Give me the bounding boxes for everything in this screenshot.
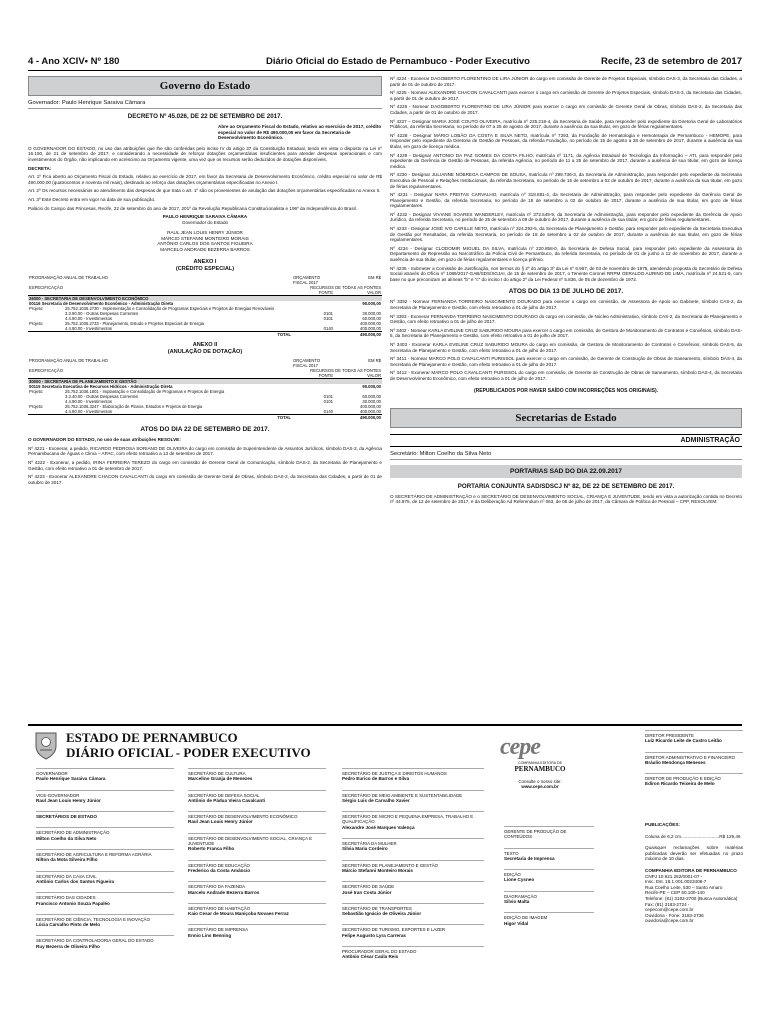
footer-entry: EDIÇÃO DE IMAGEM Higor Vidal	[504, 912, 594, 926]
footer-entry: SECRETÁRIO DE MICRO E PEQUENA EMPRESA, TRABALHO E QUALIFICAÇÃO Alexandre José Marques Valença	[342, 811, 484, 830]
anexo-2-subtitle: (ANULAÇÃO DE DOTAÇÃO)	[167, 348, 243, 355]
footer-entry: EDIÇÃO Lione Cysneo	[504, 869, 594, 883]
company-line: Telefone: (81) 3183-2700 (Busca Automática)	[645, 895, 738, 901]
table-total-label: TOTAL	[64, 415, 292, 421]
table-unit: 00115 Secretaria Executiva de Recursos Hídricos - Administração Direta	[29, 384, 173, 390]
footer-col-5	[504, 826, 594, 934]
col-header: VALOR	[334, 290, 382, 296]
footer-entry: SECRETÁRIO DE CULTURA Marcelino Granja de Menezes	[188, 768, 326, 782]
anexo-1-label: ANEXO I	[193, 258, 217, 265]
left-column	[28, 76, 382, 716]
footer-entry: DIRETOR DE PRODUÇÃO E EDIÇÃO Ediron Ricardo Teixeira de Melo	[645, 773, 743, 787]
col-header: EM R$	[368, 275, 381, 281]
table-row: 3.3.90.00 - Outras Despesas Correntes 0101 30.000,00	[65, 311, 381, 317]
republished-note: (REPUBLICADOS POR HAVER SAÍDO COM INCORREÇÕES NOS ORIGINAIS).	[473, 387, 659, 394]
col-header: PROGRAMAÇÃO ANUAL DE TRABALHO	[29, 275, 108, 281]
decree-palace: Palácio do Campo das Princesas, Recife, 22 de setembro do ano de 2017, 201º da Revolução Republicana Constitucionalista e 196º da Independência do Brasil.	[28, 205, 357, 211]
footer-entry: SECRETÁRIO DE EDUCAÇÃO Frederico da Costa Amâncio	[188, 860, 326, 874]
table-row: Projeto: 25.752.1036.3247 - Elaboração de Planos, Estudos e Projetos de Energia 400.000,00	[29, 404, 381, 410]
cepe-site-link[interactable]: www.cepe.com.br	[521, 784, 559, 790]
col-header: FONTE	[292, 290, 334, 296]
anexo-1-table	[28, 275, 382, 337]
table-total: 490.000,00	[334, 332, 382, 338]
table-unit: 00116 Secretaria de Desenvolvimento Econômico - Administração Direta	[29, 301, 174, 307]
portarias-header: PORTARIAS SAD DO DIA 22.09.2017	[390, 465, 742, 478]
footer-entry: GERENTE DE PRODUÇÃO DE CONTEÚDOS	[504, 826, 594, 840]
ato-item: Nº 4222 - Exonerar, a pedido, IRINA FERREIRA TEREZO do cargo em comissão de Gerente Geral de Comunicação, símbolo DAS-2, da Secretaria de Planejamento e Gestão, com efeito retroativo a 01 de setembro de 2017.	[28, 460, 382, 471]
footer-entry: TEXTO Secretaria de Imprensa	[504, 848, 594, 862]
anexo-2-table	[28, 358, 382, 420]
page-header	[28, 56, 742, 71]
ato-item: Nº 4224 - Exonerar DAGOBERTO FLORENTINO DE LIRA JÚNIOR do cargo em comissão de Gerente de Projetos Especiais, símbolo DAS-3, da Secretaria das Cidades, a partir de 01 de outubro de 2017.	[390, 76, 742, 87]
anexo-2-label: ANEXO II	[192, 342, 218, 349]
table-row: 4.4.90.00 - Investimentos 0101 30.000,00	[65, 399, 381, 405]
footer-entry: SECRETÁRIO DE HABITAÇÃO Kaio Cesar de Moura Maniçoba Novaes Ferraz	[188, 903, 326, 917]
ato-item: Nº 4235 - Submeter a Comissão de Justificação, nos termos do § 2º do artigo 3º da Lei nº 6.957, de 03 de novembro de 1975, atendendo proposta do Secretário de Defesa Social através do Ofício nº 1089/2017-GAB/SDS/SGJAI, de 15 de setembro de 2017, o Tenente Coronel RRPM GERALDO AURINO DE LIMA, matrícula nº 24.521-5, com base no que preconizam as alíneas "b" e "c" do inciso I do artigo 2º da Lei Federal nº 5.836, de 05 de dezembro de 1972.	[390, 265, 742, 282]
decree-preamble: O GOVERNADOR DO ESTADO, no uso das atribuições que lhe são conferidas pelo inciso IV do artigo 37 da Constituição Estadual, tendo em vista o disposto na Lei nº 16.150, de 21 de setembro de 2017, e considerando a necessidade de reforçar dotações orçamentárias insuficientes para atender despesas operacionais e com investimentos do Órgão, não implicando em acréscimo ao Orçamento vigente, uma vez que os recursos serão deduzidos de dotações disponíveis,	[28, 145, 382, 162]
cosigner: MÁRCIO STEFANNI MONTEIRO MORAIS	[161, 235, 249, 241]
footer-entry: SECRETÁRIO DE TURISMO, ESPORTES E LAZER Felipe Augusto Lyra Carreras	[342, 924, 484, 938]
footer-entry: GOVERNADOR Paulo Henrique Saraiva Câmara	[36, 768, 174, 782]
col-header: EM R$	[368, 358, 381, 364]
table-row: 4.4.90.00 - Investimentos 0140 400.000,00	[65, 326, 381, 332]
footer-entry: SECRETÁRIO DAS CIDADES Francisco Antonio Souza Papaléo	[36, 892, 174, 906]
ouvidoria-email[interactable]: ouvidoria@cepe.com.br	[645, 918, 694, 924]
footer-col-2	[188, 768, 326, 946]
col-header: ESPECIFICAÇÃO	[29, 285, 63, 291]
col-header: ORÇAMENTO FISCAL 2017	[293, 358, 321, 369]
col-header: RECURSOS DE TODAS AS FONTES	[310, 285, 381, 291]
cosigner: MARCELO ANDRADE BEZERRA BARROS	[160, 247, 250, 253]
footer-entry: SECRETÁRIO DE AGRICULTURA E REFORMA AGRÁRIA Nilton da Mota Silveira Filho	[36, 849, 174, 863]
signature-name: PAULO HENRIQUE SARAIVA CÂMARA	[162, 214, 248, 220]
table-row: Projeto: 25.752.1036.2733 - Planejamento, Estudo e Projetos Especiais de Energia 400.000,00	[29, 321, 381, 327]
ato-item: Nº 4230 - Designar JULIANNE NÓBREGA CAMPOS DE SOUSA, matrícula nº 299.736-3, da Secretaria de Administração, para responder pelo expediente da Secretaria Executiva de Pessoal e Relações Institucionais, da referida Secretaria, no período de 15 de setembro a 02 de outubro de 2017, durante a ausência da sua titular, em gozo de férias regulamentares.	[390, 172, 742, 189]
ato-item: Nº 4233 - Designar JOSÉ IVO CARILLE NETO, matrícula nº 324.293-5, da Secretaria de Planejamento e Gestão, para responder pelo expediente da Secretaria Executiva de Gestão por Resultados, da referida Secretaria, no período de 18 de setembro a 02 de outubro de 2017, durante a ausência de sua titular, em gozo de férias regulamentares.	[390, 226, 742, 243]
footer-entry: DIRETOR PRESIDENTE Luiz Ricardo Leite de Castro Leitão	[645, 730, 743, 744]
publications-price: Coluna de 6,2 cm..............................R$ 129,46	[645, 833, 741, 839]
col-header: PROGRAMAÇÃO ANUAL DE TRABALHO	[29, 358, 108, 364]
footer-entry: SECRETÁRIO DE JUSTIÇA E DIREITOS HUMANOS Pedro Eurico de Barros e Silva	[342, 768, 484, 782]
masthead-title: ESTADO DE PERNAMBUCO	[66, 730, 238, 745]
table-org: 26000 - SECRETARIA DE DESENVOLVIMENTO ECONÔMICO	[28, 296, 382, 302]
footer-col-6	[645, 730, 743, 795]
decree-art1: Art. 1º Fica aberto ao Orçamento Fiscal do Estado, relativo ao exercício de 2017, em favor da Secretaria de Desenvolvimento Econômico, crédito especial no valor de R$ 490.000,00 (quatrocentos e noventa mil reais), destinado ao reforço das dotações orçamentárias especificadas no Anexo I.	[28, 174, 382, 185]
atos-13-title: ATOS DO DIA 13 DE JULHO DE 2017.	[508, 288, 624, 296]
company-line: CNPJ 10.921.252/0001-07 -	[645, 873, 703, 879]
masthead	[28, 724, 742, 1012]
footer-entry: SECRETÁRIO DA FAZENDA Marcelo Andrade Bezerra Barros	[188, 881, 326, 895]
decree-decreta: DECRETA:	[28, 165, 52, 171]
cepe-logo	[500, 734, 580, 789]
ato-item: Nº 4225 - Nomear ALEXANDRE CHACON CAVALCANTI para exercer o cargo em comissão de Gerente de Projetos Especiais, símbolo DAS-3, da Secretaria das Cidades, a partir de 01 de outubro de 2017.	[390, 90, 742, 101]
table-unit-value: 90.000,00	[362, 384, 381, 390]
ato-item: Nº 4229 - Designar ANTONIO DA PAZ GOMES DA COSTA FILHO, matrícula nº 1171, da Agência Estadual de Tecnologia da Informação – ATI, para responder pelo expediente da Gerência de Gestão de Pessoas, da referida Agência, no período de 11 a 25 de setembro de 2017, durante a ausência de sua titular, em gozo de licença médica.	[390, 152, 742, 169]
section-subband-administracao: ADMINISTRAÇÃO	[390, 434, 742, 447]
col-header: FONTE	[292, 373, 334, 379]
col-header: ORÇAMENTO FISCAL 2017	[293, 275, 321, 286]
publications-note: Quaisquer reclamações sobre matérias publicadas deverão ser efetuadas no prazo máximo de 10 dias.	[645, 845, 743, 862]
governor-line: Governador: Paulo Henrique Saraiva Câmara	[28, 100, 382, 109]
ato-item: Nº 4226 - Nomear DAGOBERTO FLORENTINO DE LIRA JÚNIOR para exercer o cargo em comissão de Gerente Geral de Obras, símbolo DAS-2, da Secretaria das Cidades, a partir de 01 de outubro de 2017.	[390, 104, 742, 115]
cepe-logo-sub: COMPANHIA EDITORA DE	[518, 761, 562, 765]
table-unit-value: 90.000,00	[362, 301, 381, 307]
footer-entry: SECRETÁRIO DE DEFESA SOCIAL Antônio de Pádua Vieira Cavalcanti	[188, 790, 326, 804]
table-row: 4.4.90.00 - Investimentos 0101 60.000,00	[65, 316, 381, 322]
ato-item: Nº 4223 - Exonerar ALEXANDRE CHACON CAVALCANTI do cargo em comissão de Gerente Geral de Obras, símbolo DAS-2, da Secretaria das Cidades, a partir de 01 de outubro de 2017.	[28, 474, 382, 485]
table-org: 30000 - SECRETARIA DE PLANEJAMENTO E GESTÃO	[28, 379, 382, 385]
publication-title: Diário Oficial do Estado de Pernambuco - Poder Executivo	[266, 56, 530, 67]
footer-entry: DIRETOR ADMINISTRATIVO E FINANCEIRO Bráulio Mendonça Meneses	[645, 752, 743, 766]
footer-entry: SECRETÁRIO DA CONTROLADORIA GERAL DO ESTADO Ruy Bezerra de Oliveira Filho	[36, 935, 174, 949]
cepe-consult: Consulte o nosso site:	[518, 779, 562, 785]
footer-entry: VICE-GOVERNADOR Raul Jean Louis Henry Júnior	[36, 790, 174, 804]
atos-intro: O GOVERNADOR DO ESTADO, no uso de suas atribuições RESOLVE:	[28, 437, 181, 443]
table-total-label: TOTAL	[64, 332, 292, 338]
company-line: Ouvidoria - Fone: 3183-2736	[645, 912, 704, 918]
section-band-governo: Governo do Estado	[28, 76, 382, 96]
anexo-2-title	[28, 342, 382, 355]
signature-role: Governador do Estado	[181, 219, 229, 225]
decree-art2: Art. 2º Os recursos necessários ao atendimento das despesas de que trata o art. 1º são os provenientes de anulação das dotações orçamentárias especificadas no Anexo II.	[28, 188, 381, 194]
ato-item: Nº 4228 - Designar MÁRIO LOBÃO DA COSTA E SILVA NETO, matrícula nº 7293, da Fundação de Hematologia e Hemoterapia de Pernambuco - HEMOPE, para responder pelo expediente da Diretoria de Gestão de Pessoas, da referida Fundação, no período de 15 de agosto a 28 de setembro de 2017, durante a ausência da sua titular, em gozo de licença médica.	[390, 132, 742, 149]
secretario-line: Secretário: Milton Coelho da Silva Neto	[390, 451, 742, 460]
table-total: 490.000,00	[334, 415, 382, 421]
footer-entry: PROCURADOR GERAL DO ESTADO Antônio César Caúla Reis	[342, 946, 484, 960]
ato-item: Nº 4232 - Designar VIVIANE SOARES WANDERLEY, matrícula nº 372.549-9, da Secretaria de Administração, para responder pelo expediente da Gerência de Apoio Jurídico, da referida Secretaria, no período de 25 de setembro a 09 de outubro de 2017, durante a ausência de sua titular, em gozo de férias regulamentares.	[390, 211, 742, 223]
masthead-subtitle: DIÁRIO OFICIAL - PODER EXECUTIVO	[66, 745, 311, 760]
ato-item: Nº 4234 - Designar CLODOMIR MIGUEL DA SILVA, matrícula nº 220.858-0, da Secretaria de Defesa Social, para responder pelo expediente da Assessoria do Departamento de Repressão ao Narcotráfico da Polícia Civil de Pernambuco, da referida Secretaria, no período de 01 de junho a 12 de novembro de 2017, durante a ausência de sua titular, em gozo de férias regulamentares e licença prêmio.	[390, 245, 742, 263]
footer-entry: SECRETÁRIO DE CIÊNCIA, TECNOLOGIA E INOVAÇÃO Lúcia Carvalho Pinto de Melo	[36, 914, 174, 928]
footer-entry: SECRETÁRIA DA MULHER Silvia Maria Cordeiro	[342, 838, 484, 852]
ato-item: Nº 4221 - Exonerar, a pedido, RICARDO PEDROSA SORIANO DE OLIVEIRA do cargo em comissão de Superintendente de Assuntos Jurídicos, símbolo DAS-3, da Agência Pernambucana de Águas e Clima – APAC, com efeito retroativo a 13 de setembro de 2017.	[28, 445, 382, 457]
table-row: Projeto: 25.752.1036.2730 - Implementação e Consolidação de Programas Especiais e Projetos de Energias Renováveis	[29, 306, 275, 312]
footer-entry: SECRETÁRIO DE TRANSPORTES Sebastião Ignácio de Oliveira Júnior	[342, 903, 484, 917]
publication-date: Recife, 23 de setembro de 2017	[601, 56, 742, 67]
ato-item: Nº 4227 – Designar MARIA JOSÉ COUTO OLIVEIRA, matrícula nº 235.218-4, da Secretaria de Saúde, para responder pelo expediente da Diretoria Geral de Laboratórios Públicos, da referida Secretaria, no período de 07 a 25 de agosto de 2017, durante a ausência da sua titular, em gozo de férias regulamentares.	[390, 118, 742, 130]
cosigner: ANTÔNIO CARLOS DOS SANTOS FIGUEIRA	[157, 241, 253, 247]
ato-item: Nº 4231 - Designar NARA FREITAS CARVALHO, matrícula nº 318.881-4, da Secretaria de Administração, para responder pelo expediente da Gerência Geral de Planejamento e Gestão, da referida Secretaria, no período de 18 de setembro a 02 de outubro de 2017, durante a ausência de sua titular, em gozo de férias regulamentares.	[390, 192, 742, 209]
footer-entry: SECRETÁRIO DE PLANEJAMENTO E GESTÃO Márcio Stefanni Monteiro Morais	[342, 860, 484, 874]
publications-title: PUBLICAÇÕES:	[645, 822, 680, 827]
col-header: ESPECIFICAÇÃO	[29, 368, 63, 374]
ato-item: Nº 3392 - Nomear FERNANDA TORREIRO NASCIMENTO DOURADO para exercer o cargo em comissão, de Assessora de Apoio ao Gabinete, símbolo CAS-2, da Secretaria de Planejamento e Gestão, com efeito retroativo a 01 de julho de 2017.	[390, 299, 742, 310]
footer-entry: SECRETÁRIO DE DESENVOLVIMENTO ECONÔMICO Raul Jean Louis Henry Júnior	[188, 811, 326, 825]
edition-label: 4 - Ano XCIV• Nº 180	[28, 56, 120, 67]
right-column	[390, 76, 742, 716]
decree-title: DECRETO Nº 45.026, DE 22 DE SETEMBRO DE 2017.	[127, 113, 283, 120]
company-line: Recife-PE – CEP 50.100-140	[645, 890, 705, 896]
footer-entry: SECRETÁRIO DA CASA CIVIL Antônio Carlos dos Santos Figueira	[36, 871, 174, 885]
anexo-1-title	[28, 259, 382, 272]
table-row: 3.3.40.00 - Outras Despesas Correntes 0101 60.000,00	[65, 394, 381, 400]
portaria-conjunta-title: PORTARIA CONJUNTA SAD/SDSCJ Nº 82, DE 22 DE SETEMBRO DE 2017.	[457, 482, 675, 490]
ato-item: Nº 3403 - Exonerar KARLA EVELINE CRUZ SABURIDO MOURA do cargo em comissão, de Gestora de Monitoramento de Contratos e Convênios, símbolo DAS-5, da Secretaria de Planejamento e Gestão, com efeito retroativo a 01 de julho de 2017.	[390, 341, 742, 353]
company-line: Rua Coelho Leite, 530 – Santo Amaro	[645, 884, 723, 890]
table-row: Projeto: 25.752.1036.1801 - Implantação e Consolidação de Programas e Projetos de Energia	[29, 389, 225, 395]
cepe-logo-word: cepe	[500, 734, 540, 760]
ato-item: Nº 3411 - Nomear MARCO POLO CAVALCANTI PURISSOL para exercer o cargo em comissão, de Gerente de Construção de Obras de Saneamento, símbolo DAS-4, da Secretaria de Planejamento e Gestão, com efeito retroativo a 01 de julho de 2017.	[390, 356, 742, 367]
footer-entry: SECRETÁRIOS DE ESTADO	[36, 811, 174, 819]
table-row: 4.4.90.00 - Investimentos 0140 400.000,00	[65, 409, 381, 415]
footer-col-1	[36, 768, 174, 957]
footer-entry: SECRETÁRIO DE SAÚDE José Iran Costa Júnior	[342, 881, 484, 895]
col-header: RECURSOS DE TODAS AS FONTES	[310, 368, 381, 374]
col-header: VALOR	[334, 373, 382, 379]
footer-entry: SECRETÁRIO DE DESENVOLVIMENTO SOCIAL, CRIANÇA E JUVENTUDE Roberto Franca Filho	[188, 833, 326, 852]
section-band-secretarias: Secretarias de Estado	[390, 408, 742, 428]
cepe-logo-state: PERNAMBUCO	[514, 765, 566, 774]
cosigner: RAUL JEAN LOUIS HENRY JÚNIOR	[167, 229, 243, 235]
decree-signature	[28, 214, 382, 253]
decree-art3: Art. 3º Este Decreto entra em vigor na data de sua publicação.	[28, 196, 156, 202]
footer-entry: SECRETÁRIO DE ADMINISTRAÇÃO Milton Coelho da Silva Neto	[36, 827, 174, 841]
ato-item: Nº 3412 - Exonerar MARCO POLO CAVALCANTI PURISSOL do cargo em comissão, de Gerente de Construção de Obras de Saneamento, símbolo DAS-4, da Secretaria de Desenvolvimento Econômico, com efeito retroativo a 01 de julho de 2017.	[390, 370, 742, 381]
footer-col-3	[342, 768, 484, 968]
anexo-1-subtitle: (CRÉDITO ESPECIAL)	[175, 265, 235, 272]
ato-item: Nº 3402 - Nomear KARLA EVELINE CRUZ SABURIDO MOURA para exercer o cargo em comissão, de Gestora de Monitoramento de Contratos e Convênios, símbolo DAS-5, da Secretaria de Planejamento e Gestão, com efeito retroativo a 01 de julho de 2017.	[390, 327, 742, 339]
footer-entry: SECRETÁRIO DE MEIO AMBIENTE E SUSTENTABILIDADE Sérgio Luis de Carvalho Xavier	[342, 790, 484, 804]
footer-entry: DIAGRAMAÇÃO Silvio Malta	[504, 891, 594, 905]
atos-22-title: ATOS DO DIA 22 DE SETEMBRO DE 2017.	[140, 426, 270, 434]
portaria-conjunta-text: O SECRETÁRIO DE ADMINISTRAÇÃO e o SECRETÁRIO DE DESENVOLVIMENTO SOCIAL, CRIANÇA E JUVENTUDE, tendo em vista a autorização contida no Decreto nº 44.975, de 12 de setembro de 2017, e da Deliberação Ad Referendum nº 063, de 06 de julho de 2017, da Câmara de Política de Pessoal – CPP, RESOLVEM:	[390, 493, 742, 505]
decree-ementa: Abre ao Orçamento Fiscal do Estado, relativo ao exercício de 2017, crédito especial no valor de R$ 490.000,00 em favor da Secretaria de Desenvolvimento Econômico.	[218, 124, 382, 141]
company-name: COMPANHIA EDITORA DE PERNAMBUCO	[645, 867, 737, 873]
company-line: Fax: (81) 3183-2724 -	[645, 901, 690, 907]
company-email[interactable]: cepecom@cepe.com.br	[645, 907, 694, 913]
ato-item: Nº 3393 - Exonerar FERNANDA TORREIRO NASCIMENTO DOURADO do cargo em comissão, de Núcleo Administrativo, símbolo CAS-2, da Secretaria de Planejamento e Gestão, com efeito retroativo a 01 de julho de 2017.	[390, 313, 742, 325]
state-crest-icon	[32, 730, 60, 760]
company-line: Insc. Est. 18.1.001.0023408-7	[645, 879, 707, 885]
footer-entry: SECRETÁRIO DE IMPRENSA Ennio Lins Benning	[188, 924, 326, 938]
publications-box	[645, 822, 743, 924]
